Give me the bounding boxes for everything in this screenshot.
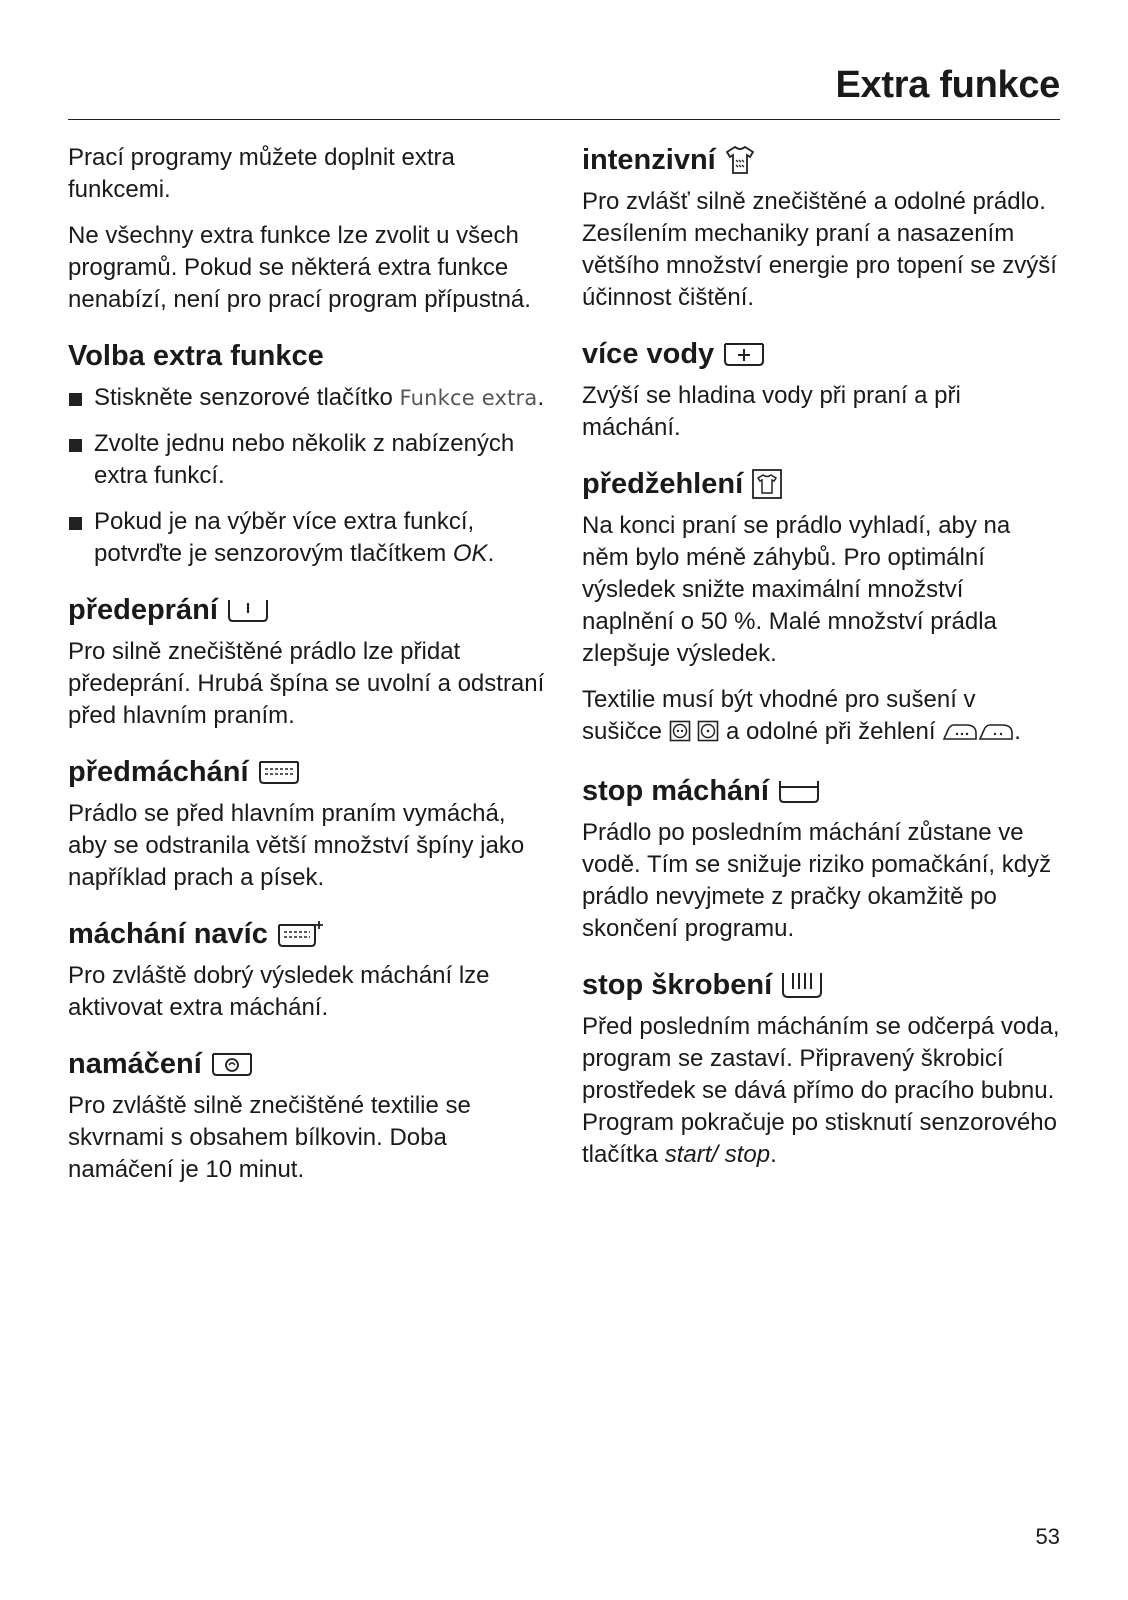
intensive-shirt-icon [724,144,756,176]
step-item-1: Stiskněte senzorové tlačítko Funkce extra. [68,382,546,414]
rinse-hold-tub-icon [777,777,821,805]
extra-rinse-tub-icon [276,919,324,949]
header-rule [68,119,1060,120]
pre-ironing-text-1: Na konci praní se prádlo vyhladí, aby na něm bylo méně záhybů. Pro optimální výsledek snižte maximální množství naplnění o 50 %. Malé množství prádla zlepšuje výsledek. [582,512,1011,667]
extra-rinse-heading: máchání navíc [68,916,546,952]
square-bullet-icon [69,439,82,452]
intensive-heading: intenzivní [582,142,1060,178]
page-title: Extra funkce [835,64,1060,106]
selection-steps [68,382,546,570]
pre-ironing-icon [751,468,783,500]
soak-tub-icon [210,1050,254,1078]
pre-ironing-heading: předžehlení [582,466,1060,502]
iron-icon [942,719,978,751]
more-water-tub-icon [722,340,766,368]
step-item-2: Zvolte jednu nebo několik z nabízených extra funkcí. [68,428,546,492]
rinse-hold-heading: stop máchání [582,773,1060,809]
tumble-dry-low-icon [697,719,719,751]
prerinse-tub-icon [257,758,301,786]
right-column [582,142,1060,1185]
extra-rinse-text: Pro zvláště dobrý výsledek máchání lze aktivovat extra máchání. [68,962,490,1021]
iron-icon [978,719,1014,751]
tumble-dry-icon [669,719,691,751]
starch-stop-heading: stop škrobení [582,967,1060,1003]
starch-stop-text: Před posledním mácháním se odčerpá voda, program se zastaví. Připravený škrobicí prostředek se dává přímo do pracího bubnu. Program pokračuje po stisknutí senzorového tlačítka start/ stop. [582,1013,1060,1168]
soak-heading: namáčení [68,1046,546,1082]
prewash-heading: předeprání [68,592,546,628]
intro-paragraph-1: Prací programy můžete doplnit extra funkcemi. [68,144,455,203]
rinse-hold-text: Prádlo po posledním máchání zůstane ve vodě. Tím se snižuje riziko pomačkání, když prádlo nevyjmete z pračky okamžitě po skončení programu. [582,819,1052,942]
starch-stop-icon [780,970,824,1000]
ok-button-label: OK [452,540,488,567]
funkce-extra-button-label: Funkce extra [399,386,538,410]
more-water-text: Zvýší se hladina vody při praní a při máchání. [582,382,961,441]
intro-paragraph-2: Ne všechny extra funkce lze zvolit u všech programů. Pokud se některá extra funkce nenabízí, není pro prací program přípustná. [68,222,531,313]
intensive-text: Pro zvlášť silně znečištěné a odolné prádlo. Zesílením mechaniky praní a nasazením většího množství energie pro topení se zvýší účinnost čištění. [582,188,1057,311]
selection-heading: Volba extra funkce [68,340,324,372]
prerinse-heading: předmáchání [68,754,546,790]
page-number: 53 [1035,1524,1060,1549]
prewash-text: Pro silně znečištěné prádlo lze přidat předeprání. Hrubá špína se uvolní a odstraní před hlavním praním. [68,638,545,729]
square-bullet-icon [69,393,82,406]
pre-ironing-text-2: Textilie musí být vhodné pro sušení v sušičce a odolné při žehlení . [582,684,1060,751]
more-water-heading: více vody [582,336,1060,372]
soak-text: Pro zvláště silně znečištěné textilie se skvrnami s obsahem bílkovin. Doba namáčení je 10 minut. [68,1092,471,1183]
square-bullet-icon [69,517,82,530]
prerinse-text: Prádlo se před hlavním praním vymáchá, aby se odstranila větší množství špíny jako například prach a písek. [68,800,525,891]
prewash-tub-icon [226,596,270,624]
start-stop-button-label: start/ stop [664,1141,771,1168]
step-item-3: Pokud je na výběr více extra funkcí, potvrďte je senzorovým tlačítkem OK. [68,506,546,570]
left-column [68,142,546,1200]
